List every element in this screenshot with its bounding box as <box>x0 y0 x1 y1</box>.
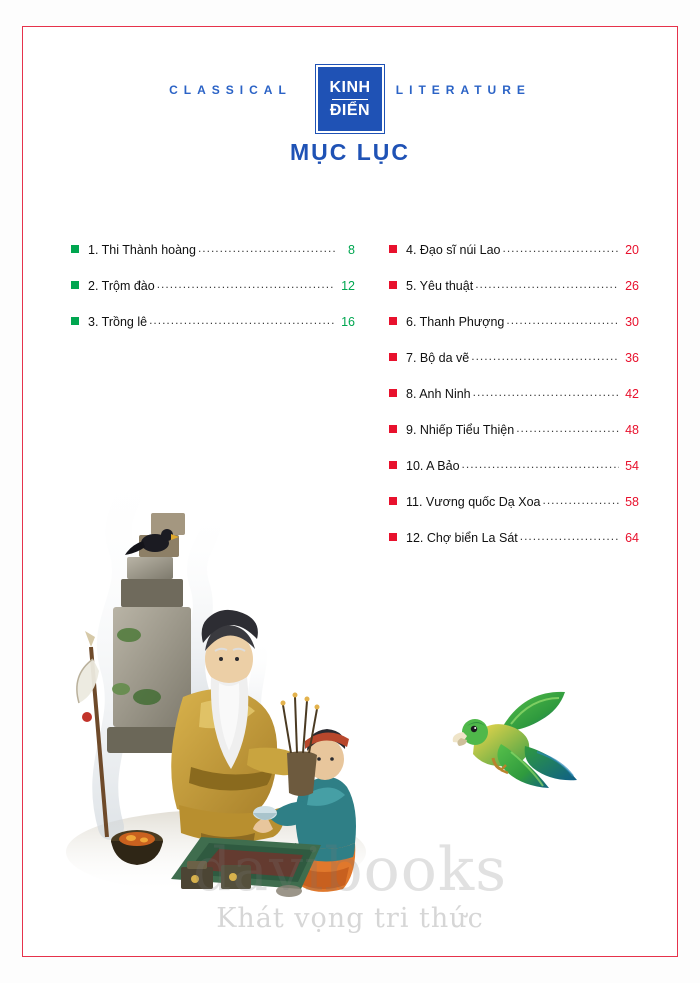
toc-entry-page-number: 16 <box>341 315 355 329</box>
toc-entry-page-number: 64 <box>625 531 639 545</box>
square-bullet-icon <box>71 245 79 253</box>
logo-divider <box>332 99 368 100</box>
toc-leader-dots <box>506 314 619 326</box>
illustration-parrot <box>441 682 581 792</box>
toc-entry-label: 8. Anh Ninh <box>406 387 471 401</box>
page-header <box>23 27 677 165</box>
toc-entry[interactable] <box>389 458 639 494</box>
toc-entry[interactable] <box>71 242 355 278</box>
toc-leader-dots <box>157 278 335 290</box>
series-label-left: CLASSICAL <box>169 83 292 97</box>
square-bullet-icon <box>389 533 397 541</box>
toc-entry-page-number: 48 <box>625 423 639 437</box>
toc-leader-dots <box>516 422 619 434</box>
toc-entry-page-number: 26 <box>625 279 639 293</box>
square-bullet-icon <box>389 461 397 469</box>
illustration-sage-scene <box>51 397 381 897</box>
page-title: MỤC LỤC <box>289 139 411 165</box>
toc-entry-label: 3. Trồng lê <box>88 315 148 329</box>
watermark-brand: davibooks <box>192 835 508 905</box>
square-bullet-icon <box>389 245 397 253</box>
toc-entry[interactable] <box>389 386 639 422</box>
toc-entry-page-number: 42 <box>625 387 639 401</box>
toc-leader-dots <box>471 350 619 362</box>
toc-entry-label: 4. Đạo sĩ núi Lao <box>406 243 501 257</box>
square-bullet-icon <box>71 317 79 325</box>
toc-column-right <box>355 242 639 566</box>
toc-entry[interactable] <box>389 314 639 350</box>
toc-entry-label: 12. Chợ biển La Sát <box>406 531 518 545</box>
watermark-tagline: Khát vọng tri thức <box>216 903 484 934</box>
toc-entry-page-number: 54 <box>625 459 639 473</box>
square-bullet-icon <box>389 317 397 325</box>
toc-leader-dots <box>473 386 619 398</box>
toc-entry-page-number: 12 <box>341 279 355 293</box>
logo-line-1: KINH <box>329 78 371 96</box>
toc-entry-label: 7. Bộ da vẽ <box>406 351 470 365</box>
toc-entry[interactable] <box>389 422 639 458</box>
toc-entry[interactable] <box>389 242 639 278</box>
kinh-dien-logo <box>316 65 384 133</box>
toc-entry-label: 11. Vương quốc Dạ Xoa <box>406 495 541 509</box>
toc-leader-dots <box>462 458 619 470</box>
toc-entry[interactable] <box>389 350 639 386</box>
toc-entry[interactable] <box>71 314 355 350</box>
toc-leader-dots <box>475 278 619 290</box>
toc-leader-dots <box>149 314 335 326</box>
toc-entry-page-number: 30 <box>625 315 639 329</box>
toc-leader-dots <box>198 242 335 254</box>
page-border-frame <box>22 26 678 957</box>
toc-entry-label: 9. Nhiếp Tiểu Thiện <box>406 423 515 437</box>
toc-entry-label: 2. Trộm đào <box>88 279 155 293</box>
toc-entry-label: 1. Thi Thành hoàng <box>88 243 196 257</box>
toc-entry-page-number: 8 <box>348 243 355 257</box>
square-bullet-icon <box>71 281 79 289</box>
toc-leader-dots <box>542 494 619 506</box>
series-label-right: LITERATURE <box>395 83 531 97</box>
toc-entry[interactable] <box>389 278 639 314</box>
toc-entry-label: 6. Thanh Phượng <box>406 315 505 329</box>
toc-leader-dots <box>503 242 619 254</box>
toc-entry-label: 5. Yêu thuật <box>406 279 474 293</box>
logo-line-2: ĐIỂN <box>329 101 371 119</box>
square-bullet-icon <box>389 389 397 397</box>
toc-entry-page-number: 58 <box>625 495 639 509</box>
toc-entry-label: 10. A Bảo <box>406 459 460 473</box>
toc-entry-page-number: 36 <box>625 351 639 365</box>
toc-entry[interactable] <box>389 494 639 530</box>
toc-entry-page-number: 20 <box>625 243 639 257</box>
toc-entry[interactable] <box>71 278 355 314</box>
toc-leader-dots <box>520 530 619 542</box>
square-bullet-icon <box>389 425 397 433</box>
toc-entry[interactable] <box>389 530 639 566</box>
square-bullet-icon <box>389 353 397 361</box>
square-bullet-icon <box>389 281 397 289</box>
square-bullet-icon <box>389 497 397 505</box>
